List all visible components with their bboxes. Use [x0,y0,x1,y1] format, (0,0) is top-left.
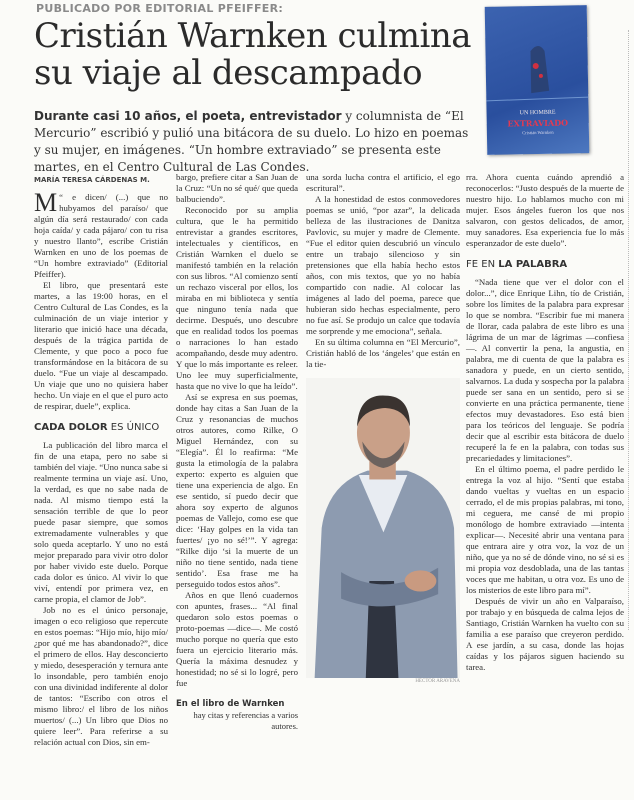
dropcap: M [34,188,58,217]
column-3 [306,172,460,685]
paragraph: una sorda lucha contra el artificio, el ego escritural”. [306,172,460,193]
headline: Cristián Warnken culmina su viaje al descampado [34,16,472,93]
paragraph: Job no es el único personaje, imagen o eco religioso que repercute en estos poemas: “Hijo mío, hijo mío/ ¿por qué me has abandonado?”, dice el primero de ellos. Hay desconcierto y miedo, desesperación y ternura ante lo insondable, pero también enojo con una divinidad indiferente al dolor de tantos: “Escribo con otros el mismo libro:/ el libro de los niños muertos/ (...) Un libro que Dios no quiere leer”. Para referirse a su relación actual con Dios, sin em- [34,605,168,747]
byline: MARÍA TERESA CÁRDENAS M. [34,176,150,184]
paragraph: En el último poema, el padre perdido le entrega la voz al hijo. “Sentí que estaba dando vueltas y vueltas en un espacio cerrado, el de mis propias palabras, mi tono, mi ceguera, me cansé de mi propio monólogo de hombre extraviado —intenta explicar—. Necesité abrir una ventana para que entrara aire y otra voz, la voz de un niño, que ya no sé de dónde vino, no sé si es mi propia voz desdoblada, una de las tantas voces que me habitan, u otra voz. Es uno de los misterios de este libro para mí”. [466,464,624,595]
book-cover-image [485,5,590,155]
subhead-cada-dolor: CADA DOLOR ES ÚNICO [34,422,160,433]
book-title-line2: EXTRAVIADO [507,117,569,129]
book-title-line1: UN HOMBRE [519,109,556,117]
portrait-photo [306,378,460,678]
paragraph: “ e dicen/ (...) que no hubyamos del paraíso/ que algún día será restaurado/ con cada hoja caída/ y cada pájaro/ con tu risa y nuestro llanto”, escribe Cristián Warnken en uno de los poemas de “Un hombre extraviado” (Editorial Pfeiffer). [34,192,168,279]
subhead-fe-en-la-palabra: FE EN LA PALABRA [466,259,568,270]
paragraph: El libro, que presentará este martes, a las 19:00 horas, en el Centro Cultural de Las Condes, es la culminación de un viaje interior y literario que inició hace una década, después de la trágica partida de Clemente, y que poco a poco fue transformándose en la bitácora de su duelo. “Fue un viaje al descampado. Un viaje que uno no quisiera haber hecho. Un viaje en el que el puro acto de respirar, duele”, explica. [34,280,168,411]
column-divider [628,30,629,630]
book-author: Cristián Warnken [522,129,554,136]
lead-rest: y columnista de “El Mercurio” escribió y pulió una bitácora de su duelo. Lo hizo en poemas y su mujer, en imágenes. “Un hombre extraviado” se presenta este martes, en el Centro Cultural de Las Condes. [34,109,469,174]
column-1 [34,172,168,748]
paragraph: La publicación del libro marca el fin de una etapa, pero no sabe si también del viaje. “Uno nunca sabe si realmente termina un viaje así. Uno, la verdad, es que no sabe nada de nada. Al mismo tiempo está la sensación terrible de que lo peor puede pasar siempre, que somos extremadamente vulnerables y que solo queda aceptarlo. Y uno no está mejor preparado para vivir otro dolor por haber vivido este duelo. Porque cada dolor es único. Al vivir lo que viví, entendí por primera vez, en carne propia, el clamor de Job”. [34,440,168,604]
kicker: PUBLICADO POR EDITORIAL PFEIFFER: [36,2,284,15]
paragraph: Después de vivir un año en Valparaíso, por trabajo y en búsqueda de calma lejos de Santiago, Cristián Warnken ha vuelto con su familia a ese paraíso que creyeron perdido. A ese jardín, a su casa, donde las hojas caídas y los pájaros siguen haciendo su tarea. [466,596,624,672]
lead-paragraph [34,108,474,176]
paragraph: Años en que llenó cuadernos con apuntes, frases... “Al final quedaron solo estos poemas o proto-poemas —dice—. Me costó mucho porque no quería que esto fuera un ejercicio literario más. Quería la máxima desnudez y honestidad; no sé si lo logré, pero fue [176,590,298,688]
photo-credit: HÉCTOR ARAVENA [415,679,460,684]
paragraph: rra. Ahora cuenta cuándo aprendió a reconocerlos: “Justo después de la muerte de nuestro hijo. Lo hablamos mucho con mi mujer. Esos ángeles fueron los que nos salvaron, con gestos delicados, de amor, muy sanadores. Esa experiencia fue lo más esperanzador de este duelo”. [466,172,624,248]
paragraph: “Nada tiene que ver el dolor con el dolor...”, dice Enrique Lihn, tío de Cristián, sobre los límites de la palabra para expresar lo que se nombra. “Escribir fue mi manera de llorar, cada palabra de este libro es una lágrima de un mar de lágrimas —confiesa—. Al convertir la pena, la angustia, en palabra, me di cuenta de que la palabra es sanadora y puede, en un cierto sentido, salvarnos. La duda y sospecha por la palabra puede ser sana en un sentido, pero si se convierte en una práctica permanente, tiene efectos muy devastadores. Eso está bien para los teóricos del lenguaje. Se podría decir que al escribir esta bitácora de duelo recuperé la fe en la palabra, con todas sus precariedades y limitaciones”. [466,277,624,463]
column-4 [466,172,624,673]
paragraph: A la honestidad de estos conmovedores poemas se unió, “por azar”, la delicada belleza de las ilustraciones de Danitza Pavlovic, su mujer y madre de Clemente. “Fue el editor quien descubrió un vínculo entre un trabajo silencioso y sin pretensiones que ella había hecho estos años, con mis textos, que yo no había compartido con nadie. Al colocar las imágenes al lado del poema, parece que hubieran sido hechas especialmente, pero no fue así. Se produjo un calce que todavía me sorprende y me emociona”, señala. [306,194,460,336]
paragraph: Así se expresa en sus poemas, donde hay citas a San Juan de la Cruz y resonancias de muchos otros autores, como Rilke, O Miguel Hernández, con su “Elegía”. Él lo reafirma: “Me gusta la etimología de la palabra experto: experto es alguien que tiene una experiencia de algo. En ese sentido, sí puedo decir que ahora soy experto de algunos poemas de Vallejo, como ese que dice: ‘Hay golpes en la vida tan fuertes/ ¡yo no sé!’”. Y agrega: “Rilke dijo ‘si la muerte de un niño no tiene sentido, nada tiene sentido’. Esa frase me ha perseguido todos estos años”. [176,392,298,589]
paragraph: Reconocido por su amplia cultura, que le ha permitido entrevistar a grandes escritores, intelectuales y científicos, en Cristián Warnken el duelo se manifestó también en la relación con sus libros. “Al comienzo sentí un rechazo visceral por ellos, los miraba en mi biblioteca y sentía que ninguno tenía nada que decirme. Después, uno descubre que en realidad todos los poemas o narraciones lo han estado acompañando, desde muy adentro. Y que lo más importante es releer. Uno lee muy superficialmente, hasta que no vive lo que ha leído”. [176,205,298,391]
lead-bold: Durante casi 10 años, el poeta, entrevistador [34,109,342,123]
paragraph: bargo, prefiere citar a San Juan de la Cruz: “Un no sé qué/ que queda balbuciendo”. [176,172,298,204]
photo-caption: En el libro de Warnken hay citas y referencias a varios autores. [176,699,298,731]
book-illustration [485,5,589,107]
paragraph: En su última columna en “El Mercurio”, Cristián habló de los ‘ángeles’ que están en la tie- [306,337,460,369]
column-2 [176,172,298,731]
